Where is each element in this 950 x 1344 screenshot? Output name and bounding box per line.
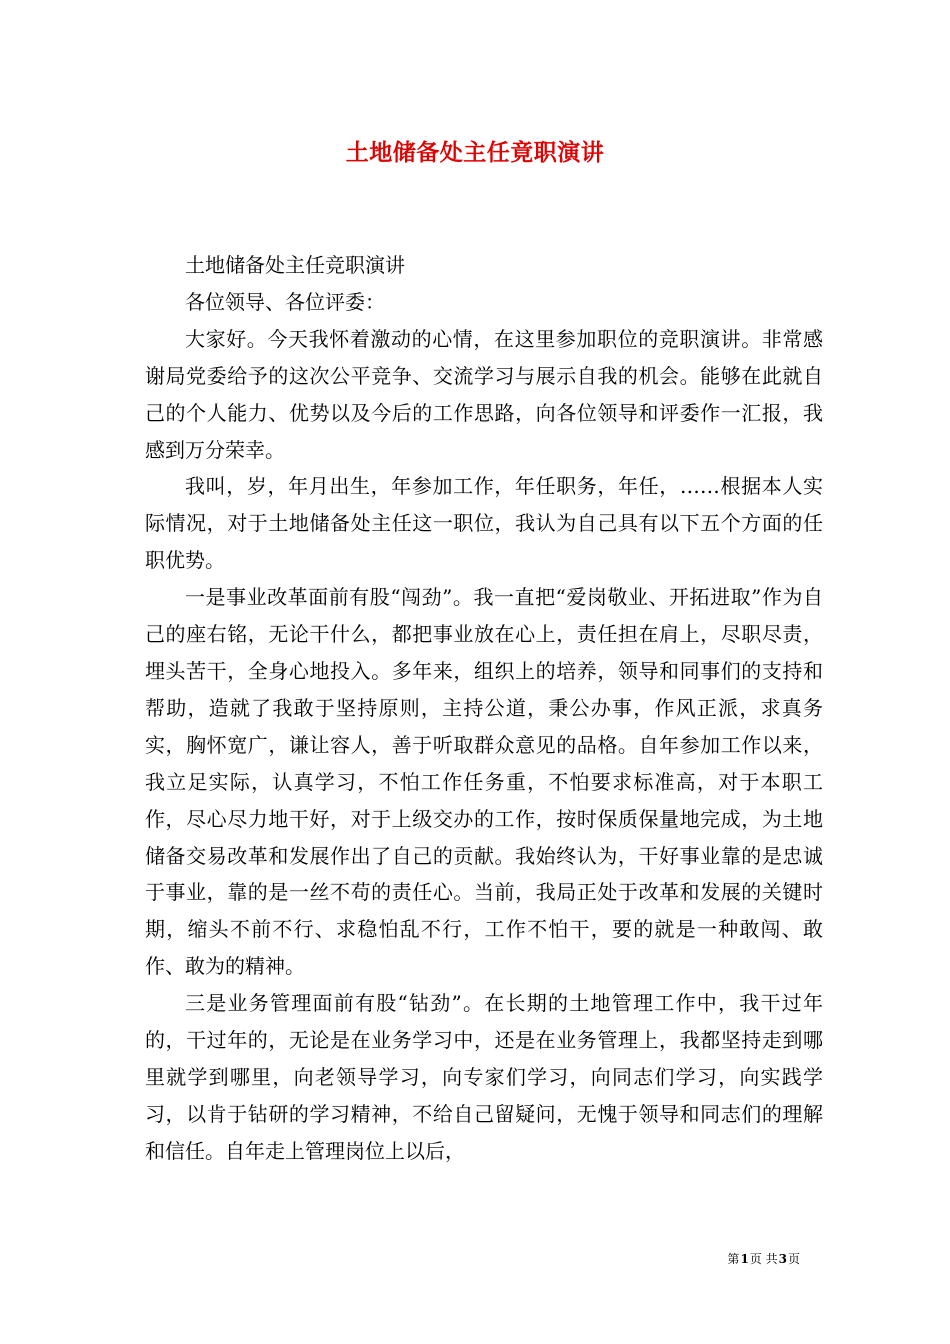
footer-total-pages: 3 <box>778 1252 787 1266</box>
footer-middle: 页 共 <box>749 1252 778 1266</box>
paragraph-advantage-three: 三是业务管理面前有股“钻劲”。在长期的土地管理工作中，我干过年的，干过年的，无论是在业务学习中，还是在业务管理上，我都坚持走到哪里就学到哪里，向老领导学习，向专家们学习，向同志们学习，向实践学习，以肯于钻研的学习精神，不给自己留疑问，无愧于领导和同志们的理解和信任。自年走上管理岗位上以后， <box>145 991 823 1163</box>
document-body <box>145 247 823 1170</box>
document-title: 土地储备处主任竟职演讲 <box>345 139 605 166</box>
footer-prefix: 第 <box>727 1252 740 1266</box>
paragraph-salutation: 各位领导、各位评委： <box>185 289 385 314</box>
paragraph-subtitle: 土地储备处主任竞职演讲 <box>185 253 405 277</box>
footer-page-number: 1 <box>740 1252 749 1266</box>
paragraph-introduction: 我叫，岁，年月出生，年参加工作，年任职务，年任，……根据本人实际情况，对于土地储备处主任这一职位，我认为自己具有以下五个方面的任职优势。 <box>145 474 823 573</box>
paragraph-advantage-one: 一是事业改革面前有股“闯劲”。我一直把“爱岗敬业、开拓进取”作为自己的座右铭，无论干什么，都把事业放在心上，责任担在肩上，尽职尽责，埋头苦干，全身心地投入。多年来，组织上的培养，领导和同事们的支持和帮助，造就了我敢于坚持原则，主持公道，秉公办事，作风正派，求真务实，胸怀宽广，谦让容人，善于听取群众意见的品格。自年参加工作以来，我立足实际，认真学习，不怕工作任务重，不怕要求标准高，对于本职工作，尽心尽力地干好，对于上级交办的工作，按时保质保量地完成，为土地储备交易改革和发展作出了自己的贡献。我始终认为，干好事业靠的是忠诚于事业，靠的是一丝不苟的责任心。当前，我局正处于改革和发展的关键时期，缩头不前不行、求稳怕乱不行，工作不怕干，要的就是一种敢闯、敢作、敢为的精神。 <box>145 585 823 979</box>
footer-suffix: 页 <box>787 1252 800 1266</box>
page-footer <box>727 1250 800 1267</box>
paragraph-greeting: 大家好。今天我怀着激动的心情，在这里参加职位的竞职演讲。非常感谢局党委给予的这次公平竞争、交流学习与展示自我的机会。能够在此就自己的个人能力、优势以及今后的工作思路，向各位领导和评委作一汇报，我感到万分荣幸。 <box>145 326 823 462</box>
